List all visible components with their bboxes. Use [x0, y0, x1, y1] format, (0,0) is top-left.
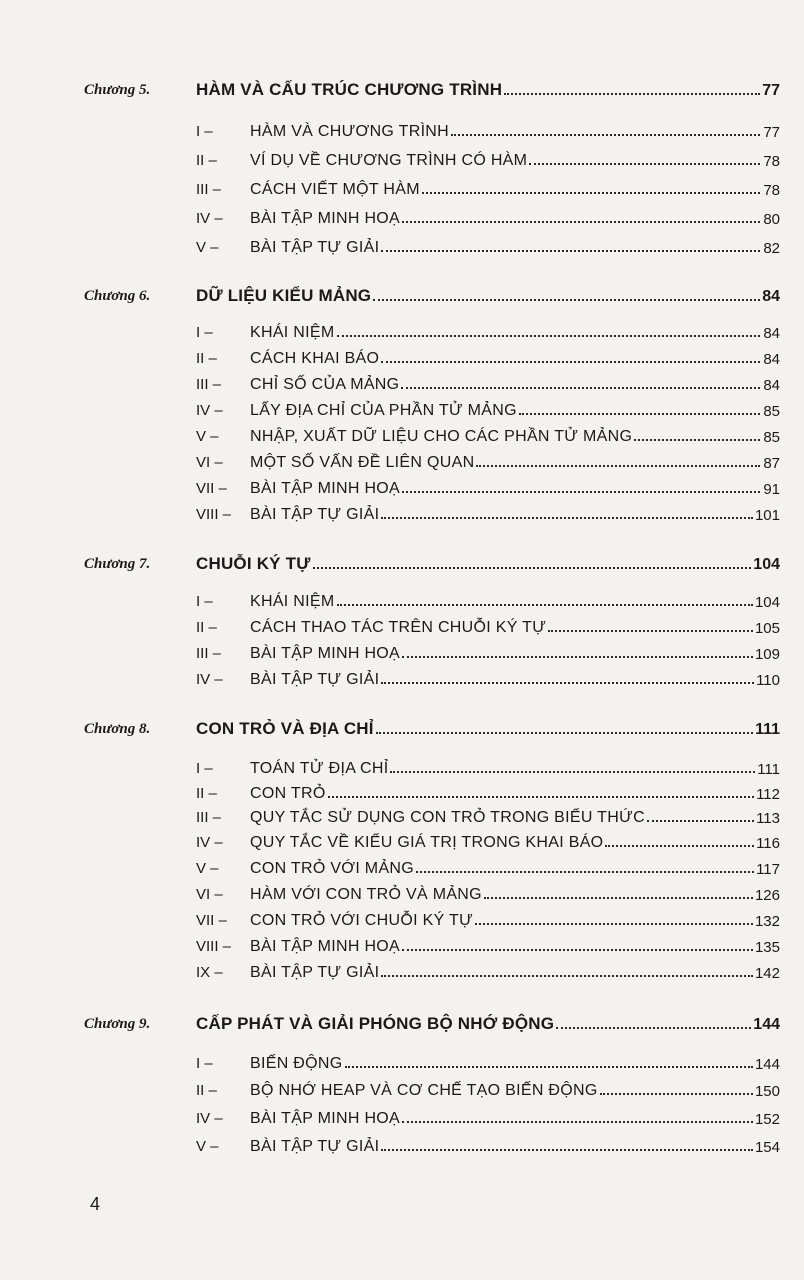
entry-number: V – — [196, 860, 219, 877]
toc-entry — [196, 1134, 780, 1156]
entry-page: 110 — [756, 672, 780, 689]
dot-leader — [647, 820, 754, 822]
entry-number: II – — [196, 785, 217, 802]
entry-number: IV – — [196, 210, 223, 227]
chapter-label: Chương 5. — [84, 82, 151, 98]
entry-number: I – — [196, 123, 213, 140]
entry-number: II – — [196, 1082, 217, 1099]
dot-leader — [529, 163, 760, 165]
entry-number: II – — [196, 152, 217, 169]
dot-leader — [556, 1027, 751, 1029]
dot-leader — [402, 491, 760, 493]
chapter-heading — [84, 78, 780, 100]
entry-number: III – — [196, 645, 222, 662]
entry-page: 135 — [754, 939, 780, 956]
toc-entry — [196, 206, 780, 228]
chapter-page: 77 — [762, 82, 780, 99]
entry-title: CHỈ SỐ CỦA MẢNG — [250, 376, 400, 393]
toc-entry — [196, 398, 780, 420]
chapter-heading — [84, 284, 780, 306]
entry-title: BÀI TẬP MINH HOẠ — [250, 480, 401, 497]
entry-page: 117 — [756, 861, 780, 878]
entry-number: VIII – — [196, 938, 232, 955]
entry-title: CON TRỎ VỚI CHUỖI KÝ TỰ — [250, 912, 474, 929]
entry-number: VIII – — [196, 506, 232, 523]
dot-leader — [548, 630, 753, 632]
entry-page: 91 — [763, 481, 780, 498]
dot-leader — [600, 1093, 753, 1095]
entry-page: 113 — [756, 810, 780, 827]
toc-entry — [196, 756, 780, 778]
toc-entry — [196, 320, 780, 342]
dot-leader — [519, 413, 760, 415]
entry-title: CON TRỎ VỚI MẢNG — [250, 860, 415, 877]
entry-page: 142 — [754, 965, 780, 982]
entry-page: 77 — [763, 124, 780, 141]
dot-leader — [402, 1121, 753, 1123]
entry-page: 84 — [763, 351, 780, 368]
dot-leader — [381, 682, 754, 684]
toc-entry — [196, 805, 780, 827]
entry-title: BÀI TẬP MINH HOẠ — [250, 645, 401, 662]
entry-title: MỘT SỐ VẤN ĐỀ LIÊN QUAN — [250, 454, 475, 471]
entry-number: V – — [196, 239, 219, 256]
entry-number: II – — [196, 350, 217, 367]
dot-leader — [337, 335, 761, 337]
entry-number: III – — [196, 376, 222, 393]
entry-number: VI – — [196, 886, 223, 903]
entry-number: II – — [196, 619, 217, 636]
dot-leader — [381, 517, 753, 519]
entry-page: 78 — [763, 182, 780, 199]
toc-entry — [196, 450, 780, 472]
entry-number: VII – — [196, 912, 227, 929]
entry-page: 150 — [754, 1083, 780, 1100]
dot-leader — [451, 134, 760, 136]
entry-title: QUY TẮC SỬ DỤNG CON TRỎ TRONG BIỂU THỨC — [250, 809, 645, 826]
dot-leader — [401, 387, 760, 389]
entry-title: HÀM VỚI CON TRỎ VÀ MẢNG — [250, 886, 482, 903]
toc-entry — [196, 615, 780, 637]
toc-entry — [196, 934, 780, 956]
toc-entry — [196, 502, 780, 524]
toc-entry — [196, 960, 780, 982]
entry-title: BÀI TẬP TỰ GIẢI — [250, 1138, 380, 1155]
entry-number: I – — [196, 593, 213, 610]
entry-number: IV – — [196, 402, 223, 419]
entry-number: IX – — [196, 964, 223, 981]
entry-page: 152 — [754, 1111, 780, 1128]
entry-page: 112 — [756, 786, 780, 803]
dot-leader — [634, 439, 760, 441]
dot-leader — [345, 1066, 753, 1068]
dot-leader — [381, 1149, 753, 1151]
entry-page: 85 — [763, 403, 780, 420]
toc-entry — [196, 882, 780, 904]
toc-entry — [196, 148, 780, 170]
entry-number: V – — [196, 428, 219, 445]
entry-title: CON TRỎ — [250, 785, 326, 802]
entry-page: 154 — [754, 1139, 780, 1156]
entry-page: 84 — [763, 325, 780, 342]
entry-page: 104 — [754, 594, 780, 611]
toc-entry — [196, 589, 780, 611]
entry-page: 105 — [754, 620, 780, 637]
dot-leader — [328, 796, 754, 798]
entry-page: 132 — [754, 913, 780, 930]
entry-title: CÁCH THAO TÁC TRÊN CHUỖI KÝ TỰ — [250, 619, 547, 636]
entry-title: BIẾN ĐỘNG — [250, 1055, 343, 1072]
entry-title: QUY TẮC VỀ KIỂU GIÁ TRỊ TRONG KHAI BÁO — [250, 834, 604, 851]
entry-page: 109 — [754, 646, 780, 663]
entry-page: 101 — [754, 507, 780, 524]
entry-title: BÀI TẬP TỰ GIẢI — [250, 964, 380, 981]
toc-entry — [196, 667, 780, 689]
dot-leader — [381, 361, 760, 363]
chapter-title: HÀM VÀ CẤU TRÚC CHƯƠNG TRÌNH — [196, 80, 503, 99]
entry-title: BÀI TẬP TỰ GIẢI — [250, 239, 380, 256]
dot-leader — [373, 299, 760, 301]
entry-page: 80 — [763, 211, 780, 228]
entry-title: BỘ NHỚ HEAP VÀ CƠ CHẾ TẠO BIẾN ĐỘNG — [250, 1082, 598, 1099]
page-number: 4 — [90, 1194, 101, 1214]
toc-entry — [196, 1078, 780, 1100]
entry-title: HÀM VÀ CHƯƠNG TRÌNH — [250, 123, 450, 140]
toc-entry — [196, 119, 780, 141]
entry-page: 126 — [754, 887, 780, 904]
dot-leader — [376, 732, 753, 734]
entry-title: CÁCH KHAI BÁO — [250, 350, 380, 367]
chapter-label: Chương 7. — [84, 556, 151, 572]
toc-entry — [196, 177, 780, 199]
entry-page: 85 — [763, 429, 780, 446]
chapter-page: 111 — [755, 721, 780, 738]
toc-entry — [196, 372, 780, 394]
entry-title: KHÁI NIỆM — [250, 593, 335, 610]
entry-title: BÀI TẬP TỰ GIẢI — [250, 506, 380, 523]
chapter-heading — [84, 1012, 780, 1034]
entry-number: III – — [196, 181, 222, 198]
chapter-page: 144 — [753, 1016, 780, 1033]
entry-page: 82 — [763, 240, 780, 257]
toc-entry — [196, 1051, 780, 1073]
entry-number: I – — [196, 1055, 213, 1072]
toc-entry — [196, 235, 780, 257]
dot-leader — [475, 923, 753, 925]
dot-leader — [313, 567, 752, 569]
entry-title: NHẬP, XUẤT DỮ LIỆU CHO CÁC PHẦN TỬ MẢNG — [250, 428, 633, 445]
entry-title: BÀI TẬP TỰ GIẢI — [250, 671, 380, 688]
entry-number: I – — [196, 324, 213, 341]
entry-page: 87 — [763, 455, 780, 472]
entry-title: VÍ DỤ VỀ CHƯƠNG TRÌNH CÓ HÀM — [250, 152, 528, 169]
entry-page: 78 — [763, 153, 780, 170]
chapter-title: DỮ LIỆU KIỂU MẢNG — [196, 286, 372, 305]
entry-page: 111 — [757, 761, 780, 778]
entry-number: III – — [196, 809, 222, 826]
entry-number: IV – — [196, 1110, 223, 1127]
chapter-page: 84 — [762, 288, 780, 305]
entry-page: 116 — [756, 835, 780, 852]
dot-leader — [476, 465, 760, 467]
chapter-label: Chương 9. — [84, 1016, 151, 1032]
toc-entry — [196, 641, 780, 663]
dot-leader — [416, 871, 754, 873]
dot-leader — [484, 897, 753, 899]
toc-entry — [196, 1106, 780, 1128]
toc-entry — [196, 476, 780, 498]
entry-title: LẤY ĐỊA CHỈ CỦA PHẦN TỬ MẢNG — [250, 402, 517, 419]
entry-number: IV – — [196, 671, 223, 688]
toc-entry — [196, 830, 780, 852]
entry-number: I – — [196, 760, 213, 777]
chapter-title: CON TRỎ VÀ ĐỊA CHỈ — [196, 719, 374, 738]
dot-leader — [402, 221, 760, 223]
chapter-label: Chương 6. — [84, 288, 151, 304]
entry-number: VI – — [196, 454, 223, 471]
entry-title: BÀI TẬP MINH HOẠ — [250, 1110, 401, 1127]
toc-entry — [196, 781, 780, 803]
chapter-title: CẤP PHÁT VÀ GIẢI PHÓNG BỘ NHỚ ĐỘNG — [196, 1014, 555, 1033]
entry-title: BÀI TẬP MINH HOẠ — [250, 210, 401, 227]
chapter-title: CHUỖI KÝ TỰ — [196, 554, 311, 573]
entry-title: BÀI TẬP MINH HOẠ — [250, 938, 401, 955]
toc-entry — [196, 908, 780, 930]
dot-leader — [402, 949, 753, 951]
toc-entry — [196, 346, 780, 368]
dot-leader — [390, 771, 755, 773]
entry-title: TOÁN TỬ ĐỊA CHỈ — [250, 760, 389, 777]
dot-leader — [337, 604, 753, 606]
dot-leader — [402, 656, 753, 658]
dot-leader — [504, 93, 760, 95]
entry-number: IV – — [196, 834, 223, 851]
entry-number: VII – — [196, 480, 227, 497]
chapter-heading — [84, 717, 780, 739]
entry-number: V – — [196, 1138, 219, 1155]
chapter-heading — [84, 552, 780, 574]
entry-page: 144 — [754, 1056, 780, 1073]
dot-leader — [381, 250, 760, 252]
chapter-label: Chương 8. — [84, 721, 151, 737]
dot-leader — [422, 192, 760, 194]
entry-title: CÁCH VIẾT MỘT HÀM — [250, 181, 420, 198]
toc-entry — [196, 424, 780, 446]
toc-entry — [196, 856, 780, 878]
dot-leader — [605, 845, 754, 847]
entry-title: KHÁI NIỆM — [250, 324, 335, 341]
chapter-page: 104 — [753, 556, 780, 573]
dot-leader — [381, 975, 753, 977]
entry-page: 84 — [763, 377, 780, 394]
